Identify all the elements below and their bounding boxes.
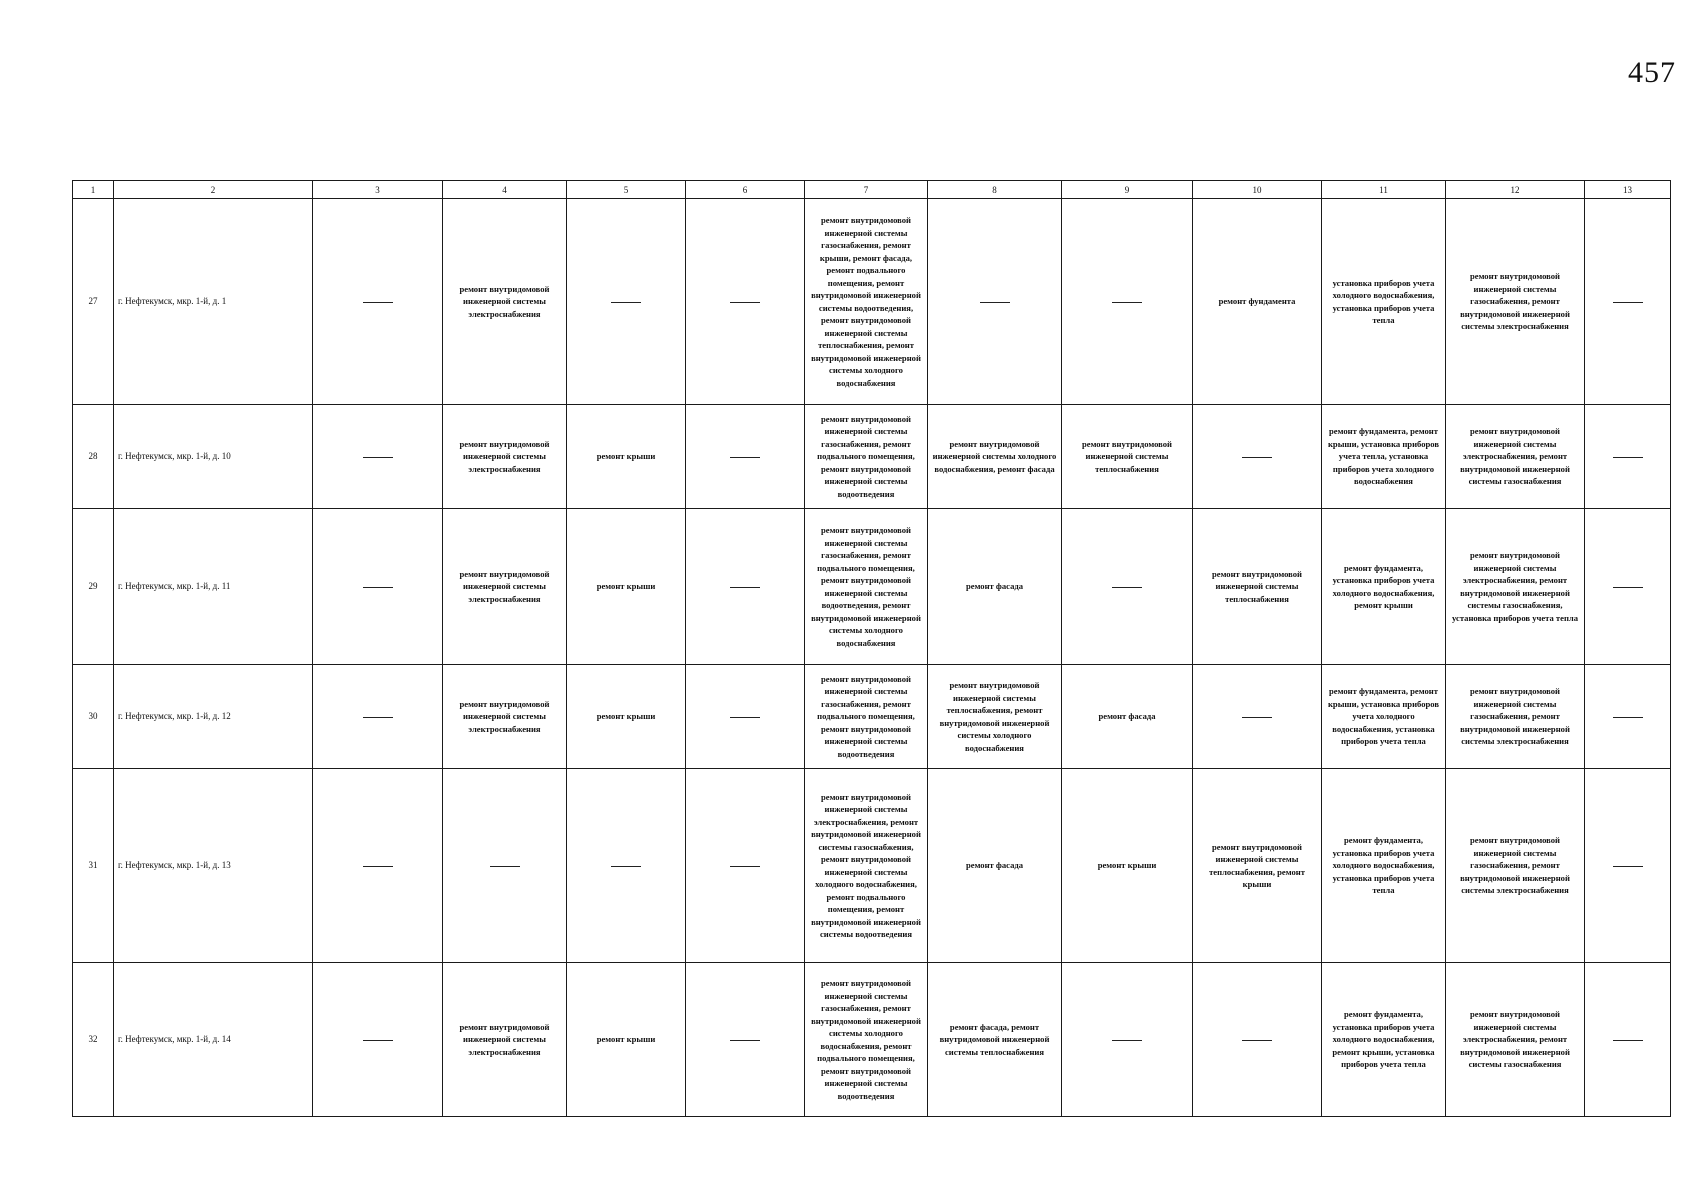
empty-cell [1193,405,1322,509]
table-row [73,199,1671,405]
work-description-cell: ремонт внутридомовой инженерной системы электроснабжения, ремонт внутридомовой инженерной системы газоснабжения [1446,963,1585,1117]
empty-cell [567,769,686,963]
work-description-cell: ремонт внутридомовой инженерной системы газоснабжения, ремонт подвального помещения, ремонт внутридомовой инженерной системы водоотведения [805,665,928,769]
work-description-cell: ремонт внутридомовой инженерной системы электроснабжения, ремонт внутридомовой инженерной системы газоснабжения [1446,405,1585,509]
empty-cell [928,199,1062,405]
row-number-cell: 28 [73,405,114,509]
column-header: 8 [928,181,1062,199]
work-description-cell: ремонт фундамента, ремонт крыши, установка приборов учета тепла, установка приборов учета холодного водоснабжения [1322,405,1446,509]
empty-cell [313,199,443,405]
empty-cell [1585,199,1671,405]
empty-dash-mark [730,1040,760,1041]
column-header: 2 [114,181,313,199]
work-description-cell: ремонт внутридомовой инженерной системы газоснабжения, ремонт подвального помещения, ремонт внутридомовой инженерной системы водоотведения [805,405,928,509]
empty-dash-mark [980,302,1010,303]
empty-dash-mark [1613,587,1643,588]
empty-dash-mark [1242,1040,1272,1041]
row-number-cell: 27 [73,199,114,405]
empty-cell [1062,509,1193,665]
empty-dash-mark [1613,302,1643,303]
empty-cell [1585,769,1671,963]
column-number-row [73,181,1671,199]
work-description-cell: ремонт внутридомовой инженерной системы газоснабжения, ремонт внутридомовой инженерной системы электроснабжения [1446,769,1585,963]
empty-cell [313,665,443,769]
empty-cell [1585,963,1671,1117]
work-description-cell: ремонт крыши [567,665,686,769]
work-description-cell: ремонт крыши [567,405,686,509]
page-number: 457 [1628,56,1676,89]
empty-dash-mark [490,866,520,867]
address-cell: г. Нефтекумск, мкр. 1-й, д. 11 [114,509,313,665]
table-row [73,509,1671,665]
empty-cell [443,769,567,963]
empty-dash-mark [730,587,760,588]
work-description-cell: ремонт фундамента, установка приборов учета холодного водоснабжения, ремонт крыши [1322,509,1446,665]
work-description-cell: ремонт фундамента, установка приборов учета холодного водоснабжения, установка приборов учета тепла [1322,769,1446,963]
empty-cell [1062,963,1193,1117]
work-description-cell: ремонт фасада [928,509,1062,665]
row-number-cell: 32 [73,963,114,1117]
empty-cell [1585,665,1671,769]
empty-cell [1193,665,1322,769]
work-description-cell: ремонт внутридомовой инженерной системы теплоснабжения, ремонт крыши [1193,769,1322,963]
column-header: 11 [1322,181,1446,199]
empty-dash-mark [363,866,393,867]
empty-cell [313,963,443,1117]
column-header: 1 [73,181,114,199]
empty-dash-mark [730,302,760,303]
work-description-cell: ремонт фасада [928,769,1062,963]
work-description-cell: ремонт крыши [1062,769,1193,963]
empty-cell [567,199,686,405]
empty-dash-mark [1112,302,1142,303]
empty-cell [313,509,443,665]
work-description-cell: установка приборов учета холодного водоснабжения, установка приборов учета тепла [1322,199,1446,405]
work-description-cell: ремонт фасада, ремонт внутридомовой инженерной системы теплоснабжения [928,963,1062,1117]
work-description-cell: ремонт внутридомовой инженерной системы теплоснабжения [1062,405,1193,509]
table-row [73,769,1671,963]
column-header: 7 [805,181,928,199]
address-cell: г. Нефтекумск, мкр. 1-й, д. 1 [114,199,313,405]
work-description-cell: ремонт фундамента [1193,199,1322,405]
empty-dash-mark [363,1040,393,1041]
work-description-cell: ремонт фундамента, ремонт крыши, установка приборов учета холодного водоснабжения, установка приборов учета тепла [1322,665,1446,769]
table-row [73,665,1671,769]
empty-cell [1062,199,1193,405]
address-cell: г. Нефтекумск, мкр. 1-й, д. 14 [114,963,313,1117]
work-description-cell: ремонт внутридомовой инженерной системы электроснабжения [443,199,567,405]
work-description-cell: ремонт внутридомовой инженерной системы газоснабжения, ремонт внутридомовой инженерной системы холодного водоснабжения, ремонт подвального помещения, ремонт внутридомовой инженерной системы водоотведения [805,963,928,1117]
empty-dash-mark [1613,866,1643,867]
work-description-cell: ремонт внутридомовой инженерной системы электроснабжения [443,509,567,665]
empty-cell [686,405,805,509]
work-description-cell: ремонт фасада [1062,665,1193,769]
empty-cell [1585,405,1671,509]
address-cell: г. Нефтекумск, мкр. 1-й, д. 13 [114,769,313,963]
address-cell: г. Нефтекумск, мкр. 1-й, д. 12 [114,665,313,769]
column-header: 10 [1193,181,1322,199]
table-body [73,199,1671,1117]
empty-cell [686,769,805,963]
table-row [73,963,1671,1117]
work-description-cell: ремонт внутридомовой инженерной системы газоснабжения, ремонт крыши, ремонт фасада, ремонт подвального помещения, ремонт внутридомовой инженерной системы водоотведения, ремонт внутридомовой инженерной системы теплоснабжения, ремонт внутридомовой инженерной системы холодного водоснабжения [805,199,928,405]
empty-cell [1585,509,1671,665]
empty-dash-mark [730,866,760,867]
row-number-cell: 31 [73,769,114,963]
empty-cell [686,509,805,665]
empty-dash-mark [363,302,393,303]
column-header: 6 [686,181,805,199]
empty-cell [313,405,443,509]
work-description-cell: ремонт внутридомовой инженерной системы теплоснабжения [1193,509,1322,665]
empty-dash-mark [1112,1040,1142,1041]
empty-dash-mark [611,302,641,303]
work-description-cell: ремонт внутридомовой инженерной системы газоснабжения, ремонт внутридомовой инженерной системы электроснабжения [1446,665,1585,769]
empty-cell [1193,963,1322,1117]
empty-dash-mark [1112,587,1142,588]
work-description-cell: ремонт крыши [567,509,686,665]
work-description-cell: ремонт внутридомовой инженерной системы холодного водоснабжения, ремонт фасада [928,405,1062,509]
empty-dash-mark [1242,457,1272,458]
row-number-cell: 29 [73,509,114,665]
work-description-cell: ремонт внутридомовой инженерной системы электроснабжения, ремонт внутридомовой инженерной системы газоснабжения, установка приборов учета тепла [1446,509,1585,665]
empty-cell [686,963,805,1117]
work-description-cell: ремонт внутридомовой инженерной системы теплоснабжения, ремонт внутридомовой инженерной системы холодного водоснабжения [928,665,1062,769]
column-header: 5 [567,181,686,199]
work-description-cell: ремонт внутридомовой инженерной системы газоснабжения, ремонт подвального помещения, ремонт внутридомовой инженерной системы водоотведения, ремонт внутридомовой инженерной системы холодного водоснабжения [805,509,928,665]
empty-dash-mark [1613,457,1643,458]
work-description-cell: ремонт фундамента, установка приборов учета холодного водоснабжения, ремонт крыши, установка приборов учета тепла [1322,963,1446,1117]
column-header: 12 [1446,181,1585,199]
empty-dash-mark [1613,717,1643,718]
empty-dash-mark [363,457,393,458]
empty-dash-mark [730,457,760,458]
column-header: 9 [1062,181,1193,199]
work-description-cell: ремонт внутридомовой инженерной системы электроснабжения [443,665,567,769]
work-description-cell: ремонт внутридомовой инженерной системы электроснабжения, ремонт внутридомовой инженерной системы газоснабжения, ремонт внутридомовой инженерной системы холодного водоснабжения, ремонт подвального помещения, ремонт внутридомовой инженерной системы водоотведения [805,769,928,963]
repair-schedule-table [72,180,1671,1117]
empty-cell [313,769,443,963]
empty-cell [686,665,805,769]
empty-cell [686,199,805,405]
column-header: 13 [1585,181,1671,199]
work-description-cell: ремонт внутридомовой инженерной системы электроснабжения [443,963,567,1117]
empty-dash-mark [611,866,641,867]
work-description-cell: ремонт крыши [567,963,686,1117]
column-header: 4 [443,181,567,199]
row-number-cell: 30 [73,665,114,769]
empty-dash-mark [363,717,393,718]
empty-dash-mark [730,717,760,718]
empty-dash-mark [1242,717,1272,718]
address-cell: г. Нефтекумск, мкр. 1-й, д. 10 [114,405,313,509]
work-description-cell: ремонт внутридомовой инженерной системы газоснабжения, ремонт внутридомовой инженерной системы электроснабжения [1446,199,1585,405]
work-description-cell: ремонт внутридомовой инженерной системы электроснабжения [443,405,567,509]
table-row [73,405,1671,509]
empty-dash-mark [363,587,393,588]
empty-dash-mark [1613,1040,1643,1041]
column-header: 3 [313,181,443,199]
